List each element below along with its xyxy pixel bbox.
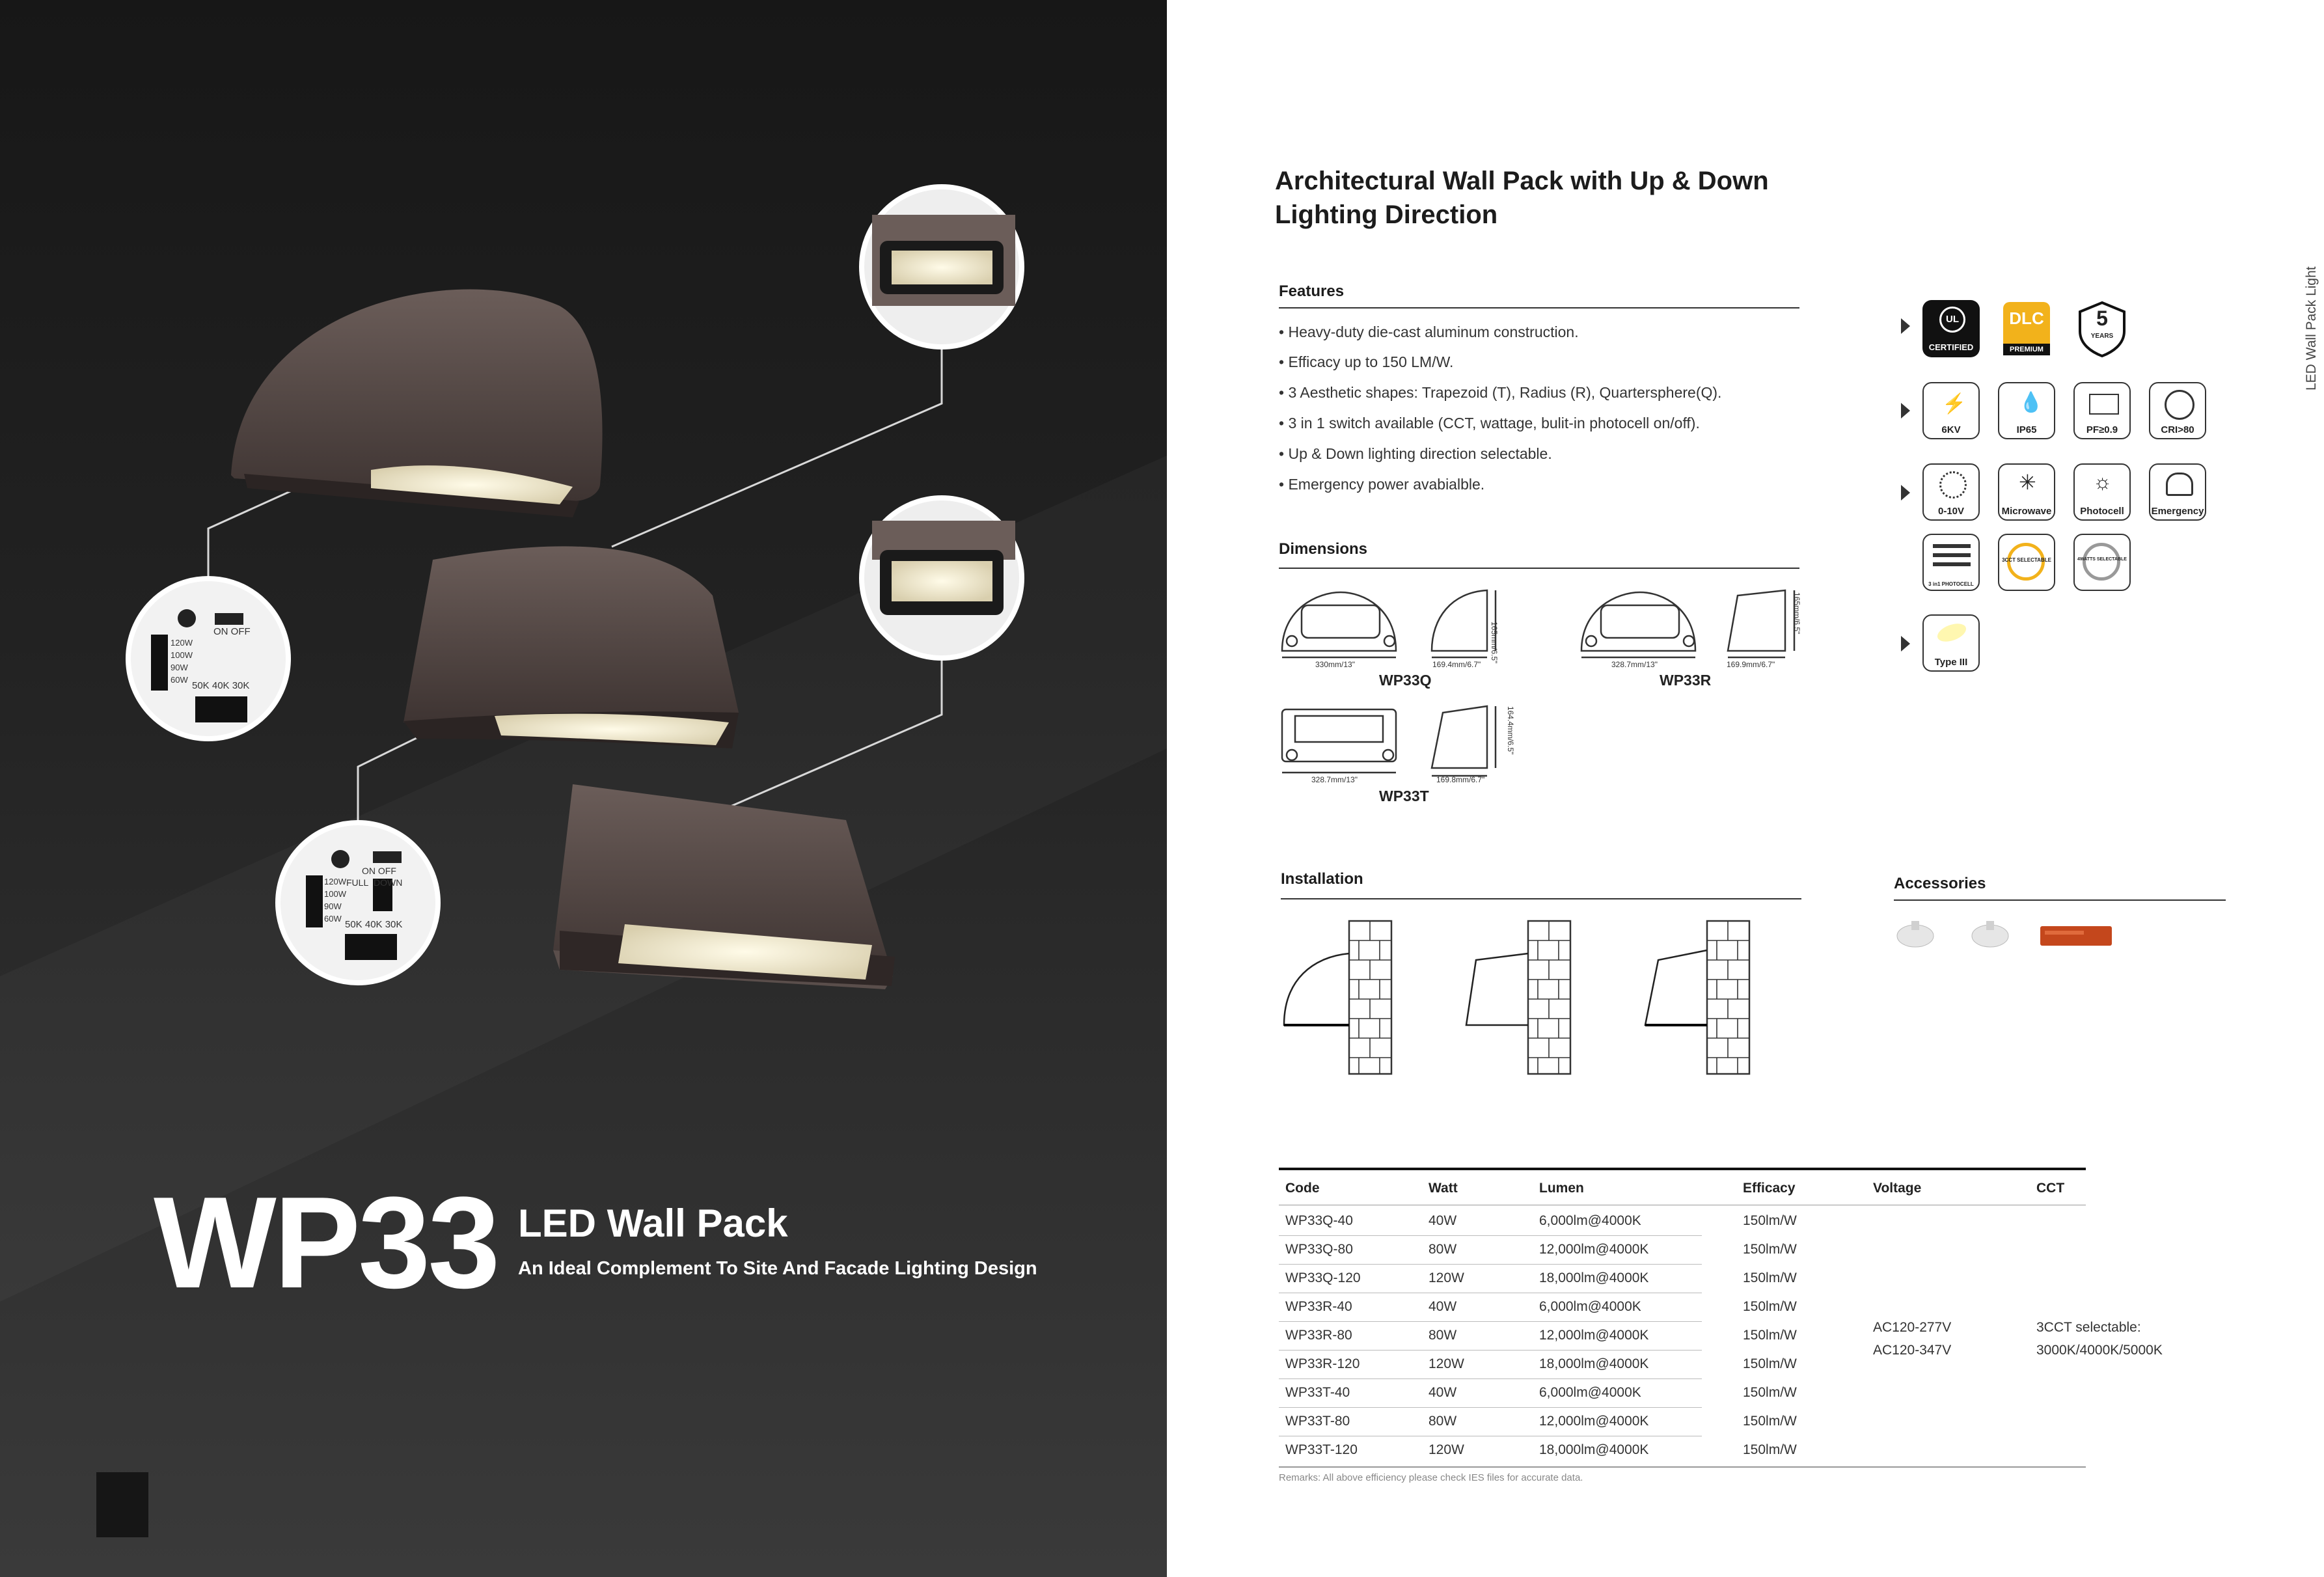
cell-watt: 80W (1429, 1414, 1457, 1429)
cell-code: WP33T-40 (1285, 1385, 1350, 1400)
dim-r-height: 165mm/6.5" (1792, 592, 1801, 635)
dim-t-width: 328.7mm/13" (1311, 775, 1358, 784)
arrow-row1 (1901, 318, 1910, 334)
3cct-selectable-icon: 3CCT SELECTABLE (1998, 534, 2055, 591)
cell-code: WP33Q-40 (1285, 1213, 1353, 1228)
accessories-rule (1894, 899, 2226, 901)
cell-lumen: 18,000lm@4000K (1539, 1270, 1649, 1285)
remark: Remarks: All above efficiency please check IES files for accurate data. (1279, 1472, 1583, 1483)
3in1-switch-icon: 3 in1 PHOTOCELL (1922, 534, 1980, 591)
row-divider (1279, 1407, 1702, 1408)
row-divider (1279, 1264, 1702, 1265)
switch-top-watts: 120W 100W 90W 60W (171, 638, 193, 685)
page-marker (96, 1472, 148, 1537)
col-header-cct: CCT (2036, 1181, 2065, 1196)
cell-watt: 40W (1429, 1299, 1457, 1314)
cct-cell: 3CCT selectable: 3000K/4000K/5000K (2036, 1320, 2163, 1358)
cell-watt: 40W (1429, 1213, 1457, 1228)
dim-r-width: 328.7mm/13" (1611, 660, 1658, 669)
dimensions-heading: Dimensions (1279, 540, 1368, 558)
ip65-icon: 💧 IP65 (1998, 382, 2055, 439)
col-header-code: Code (1285, 1181, 1320, 1196)
cell-lumen: 6,000lm@4000K (1539, 1385, 1641, 1400)
cell-code: WP33T-80 (1285, 1414, 1350, 1429)
dim-q-label: WP33Q (1379, 672, 1432, 689)
cri-icon: CRI>80 (2149, 382, 2206, 439)
arrow-row5 (1901, 636, 1910, 651)
cell-efficacy: 150lm/W (1743, 1242, 1797, 1257)
cell-efficacy: 150lm/W (1743, 1442, 1797, 1457)
switch-bottom-watts: 120W 100W 90W 60W (324, 877, 346, 924)
page-title: Architectural Wall Pack with Up & Down Lighting Direction (1275, 167, 1769, 229)
cell-lumen: 18,000lm@4000K (1539, 1356, 1649, 1371)
switch-top-cct: 50K 40K 30K (192, 680, 250, 691)
cell-code: WP33T-120 (1285, 1442, 1358, 1457)
dim-r-label: WP33R (1660, 672, 1712, 689)
dim-q-depth: 169.4mm/6.7" (1432, 660, 1481, 669)
accessories-heading: Accessories (1894, 875, 1986, 892)
spec-panel (1167, 0, 2324, 1577)
cell-lumen: 12,000lm@4000K (1539, 1414, 1649, 1429)
switch-bottom-cct: 50K 40K 30K (345, 919, 403, 930)
ul-certified-icon: UL CERTIFIED (1922, 300, 1980, 357)
arrow-row2 (1901, 403, 1910, 418)
cell-lumen: 6,000lm@4000K (1539, 1299, 1641, 1314)
installation-heading: Installation (1281, 870, 1363, 888)
installation-drawings (1281, 914, 1788, 1077)
cell-code: WP33Q-120 (1285, 1270, 1361, 1285)
cell-efficacy: 150lm/W (1743, 1414, 1797, 1429)
cell-efficacy: 150lm/W (1743, 1299, 1797, 1314)
dim-q-height: 165mm/6.5" (1490, 622, 1499, 664)
switch-bottom-fulldown: FULL DOWN (346, 877, 403, 888)
feature-item: • 3 Aesthetic shapes: Trapezoid (T), Radius (R), Quartersphere(Q). (1279, 384, 1722, 401)
row-divider (1279, 1378, 1702, 1379)
switch-detail-bottom (278, 823, 438, 983)
dim-r-depth: 169.9mm/6.7" (1727, 660, 1775, 669)
microwave-sensor-icon: ✳ Microwave (1998, 463, 2055, 521)
col-header-lumen: Lumen (1539, 1181, 1584, 1196)
cell-code: WP33R-120 (1285, 1356, 1360, 1371)
warranty-5-years-icon: 5 YEARS (2073, 300, 2131, 357)
sensor-accessory-1 (1897, 921, 1934, 947)
4watts-selectable-icon: 4WATTS SELECTABLE (2073, 534, 2131, 591)
switch-detail-top (128, 579, 288, 739)
cell-watt: 120W (1429, 1442, 1464, 1457)
led-detail-bottom (862, 498, 1022, 658)
col-header-watt: Watt (1429, 1181, 1458, 1196)
cell-watt: 80W (1429, 1242, 1457, 1257)
cell-lumen: 18,000lm@4000K (1539, 1442, 1649, 1457)
table-bottom-rule (1279, 1466, 2086, 1468)
installation-rule (1281, 898, 1801, 899)
cell-efficacy: 150lm/W (1743, 1213, 1797, 1228)
model-name: WP33 (154, 1170, 498, 1315)
dlc-premium-icon: DLC PREMIUM (1998, 298, 2055, 358)
dimension-drawings (1279, 583, 1812, 817)
wp33r-fixture (403, 546, 739, 748)
product-tagline: An Ideal Complement To Site And Facade Lighting Design (518, 1258, 1037, 1279)
cell-watt: 120W (1429, 1270, 1464, 1285)
emergency-icon: Emergency (2149, 463, 2206, 521)
cell-efficacy: 150lm/W (1743, 1385, 1797, 1400)
cell-efficacy: 150lm/W (1743, 1328, 1797, 1343)
arrow-row3 (1901, 485, 1910, 501)
feature-item: • Up & Down lighting direction selectable. (1279, 445, 1552, 462)
switch-top-onoff: ON OFF (213, 626, 251, 637)
feature-item: • Emergency power avabialble. (1279, 476, 1485, 493)
wp33q-fixture (231, 289, 603, 517)
side-label: LED Wall Pack Light (2304, 266, 2319, 391)
cell-efficacy: 150lm/W (1743, 1356, 1797, 1371)
cell-watt: 80W (1429, 1328, 1457, 1343)
row-divider (1279, 1321, 1702, 1322)
dim-t-height: 164.4mm/6.5" (1506, 706, 1515, 755)
dim-q-width: 330mm/13" (1315, 660, 1355, 669)
surge-icon: ⚡ 6KV (1922, 382, 1980, 439)
col-header-efficacy: Efficacy (1743, 1181, 1796, 1196)
features-heading: Features (1279, 282, 1345, 300)
row-divider (1279, 1350, 1702, 1351)
type-iii-distribution-icon: Type III (1922, 614, 1980, 672)
row-divider (1279, 1235, 1702, 1236)
cell-lumen: 12,000lm@4000K (1539, 1328, 1649, 1343)
feature-item: • Heavy-duty die-cast aluminum construction. (1279, 323, 1579, 340)
dimensions-rule (1279, 568, 1799, 569)
led-detail-top (862, 187, 1022, 347)
photocell-icon: ☼ Photocell (2073, 463, 2131, 521)
voltage-cell: AC120-277V AC120-347V (1873, 1320, 1952, 1358)
cell-lumen: 6,000lm@4000K (1539, 1213, 1641, 1228)
cell-code: WP33R-80 (1285, 1328, 1352, 1343)
sensor-accessory-2 (1972, 921, 2008, 947)
cell-code: WP33R-40 (1285, 1299, 1352, 1314)
power-factor-icon: PF≥0.9 (2073, 382, 2131, 439)
accessories-images (1894, 914, 2115, 953)
switch-bottom-onoff: ON OFF (362, 866, 396, 876)
product-name: LED Wall Pack (518, 1201, 788, 1245)
dim-t-label: WP33T (1379, 788, 1429, 804)
cell-code: WP33Q-80 (1285, 1242, 1353, 1257)
features-rule (1279, 307, 1799, 309)
cell-watt: 40W (1429, 1385, 1457, 1400)
dimming-icon: 0-10V (1922, 463, 1980, 521)
emergency-driver-accessory (2040, 926, 2112, 946)
dim-t-depth: 169.8mm/6.7" (1436, 775, 1485, 784)
feature-item: • 3 in 1 switch available (CCT, wattage, bulit-in photocell on/off). (1279, 415, 1700, 432)
cell-lumen: 12,000lm@4000K (1539, 1242, 1649, 1257)
table-top-rule (1279, 1168, 2086, 1170)
feature-item: • Efficacy up to 150 LM/W. (1279, 353, 1454, 370)
col-header-voltage: Voltage (1873, 1181, 1922, 1196)
cell-efficacy: 150lm/W (1743, 1270, 1797, 1285)
cell-watt: 120W (1429, 1356, 1464, 1371)
